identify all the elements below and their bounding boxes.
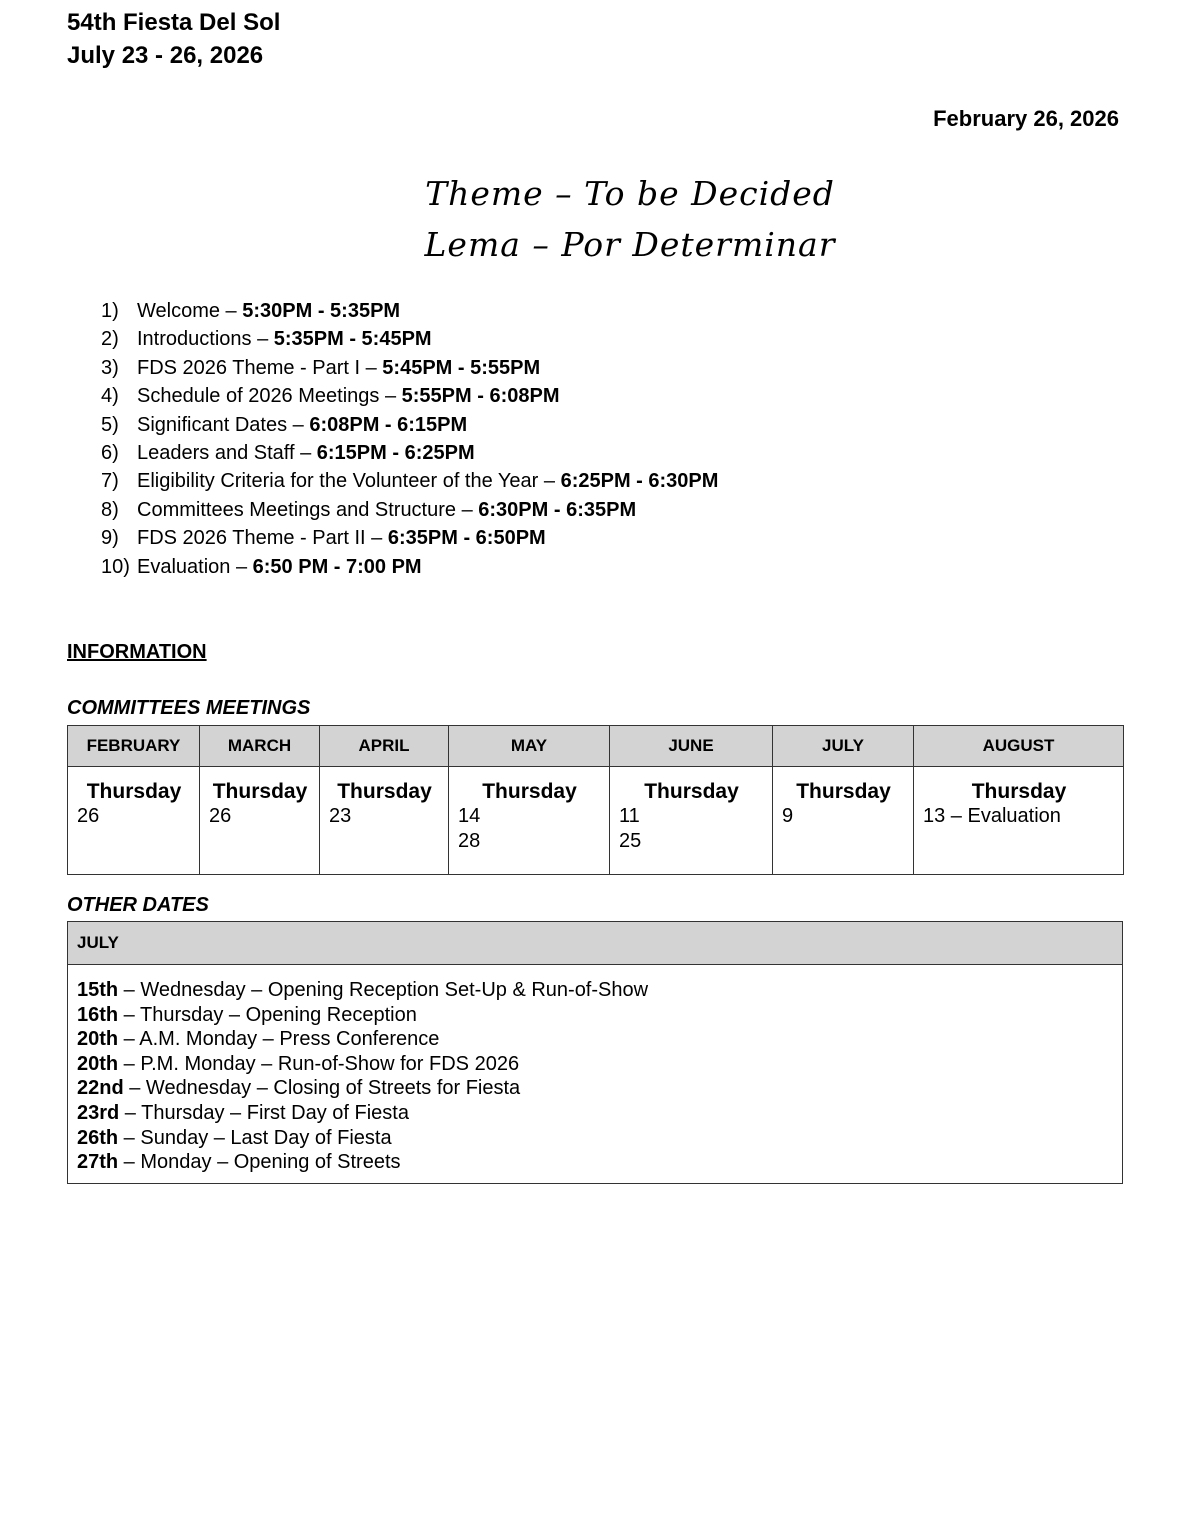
other-dates-heading: OTHER DATES — [67, 894, 209, 916]
table-header-row — [68, 922, 1123, 965]
agenda-item: 4) Schedule of 2026 Meetings – 5:55PM - 6:08PM — [101, 385, 560, 408]
other-dates-table — [67, 921, 1123, 1184]
meeting-cell: Thursday 26 — [68, 767, 200, 875]
list-item: 23rd – Thursday – First Day of Fiesta — [77, 1101, 409, 1124]
meeting-cell: Thursday 23 — [320, 767, 449, 875]
event-dates: July 23 - 26, 2026 — [67, 42, 264, 69]
agenda-item: 2) Introductions – 5:35PM - 5:45PM — [101, 328, 432, 351]
agenda-item: 7) Eligibility Criteria for the Volunteer of the Year – 6:25PM - 6:30PM — [101, 470, 719, 493]
month-header: JUNE — [610, 726, 773, 767]
information-heading: INFORMATION — [67, 641, 207, 663]
agenda-item: 6) Leaders and Staff – 6:15PM - 6:25PM — [101, 441, 475, 464]
agenda-item: 9) FDS 2026 Theme - Part II – 6:35PM - 6:50PM — [101, 527, 546, 550]
theme-line-english: Theme – To be Decided — [425, 174, 835, 213]
agenda-item: 5) Significant Dates – 6:08PM - 6:15PM — [101, 413, 468, 436]
committees-meetings-heading: COMMITTEES MEETINGS — [67, 697, 311, 719]
list-item: 15th – Wednesday – Opening Reception Set-Up & Run-of-Show — [77, 979, 649, 1001]
meeting-cell: Thursday 14 28 — [449, 767, 610, 875]
meeting-cell: Thursday 9 — [773, 767, 914, 875]
list-item: 27th – Monday – Opening of Streets — [77, 1151, 401, 1174]
agenda-list — [101, 297, 718, 581]
agenda-item: 10) Evaluation – 6:50 PM - 7:00 PM — [101, 555, 422, 578]
agenda-item: 3) FDS 2026 Theme - Part I – 5:45PM - 5:55PM — [101, 356, 541, 379]
committees-meetings-table — [67, 725, 1124, 875]
list-item: 22nd – Wednesday – Closing of Streets for Fiesta — [77, 1077, 521, 1100]
event-title — [67, 6, 280, 72]
month-header: APRIL — [320, 726, 449, 767]
month-header: JULY — [773, 726, 914, 767]
month-header: AUGUST — [914, 726, 1124, 767]
list-item: 16th – Thursday – Opening Reception — [77, 1003, 417, 1026]
other-dates-cell — [68, 965, 1123, 1184]
event-name: 54th Fiesta Del Sol — [67, 9, 281, 36]
agenda-item: 8) Committees Meetings and Structure – 6:30PM - 6:35PM — [101, 498, 637, 521]
list-item: 20th – P.M. Monday – Run-of-Show for FDS 2026 — [77, 1052, 520, 1075]
month-header: MAY — [449, 726, 610, 767]
list-item: 26th – Sunday – Last Day of Fiesta — [77, 1126, 392, 1149]
theme-line-spanish: Lema – Por Determinar — [424, 225, 836, 264]
document-date: February 26, 2026 — [933, 106, 1119, 131]
table-row — [68, 767, 1124, 875]
list-item: 20th – A.M. Monday – Press Conference — [77, 1028, 440, 1051]
month-header: FEBRUARY — [68, 726, 200, 767]
table-row — [68, 965, 1123, 1184]
month-header: JULY — [68, 922, 1123, 965]
meeting-cell: Thursday 11 25 — [610, 767, 773, 875]
agenda-item: 1) Welcome – 5:30PM - 5:35PM — [101, 300, 401, 322]
month-header: MARCH — [200, 726, 320, 767]
table-header-row — [68, 726, 1124, 767]
meeting-cell: Thursday 13 – Evaluation — [914, 767, 1124, 875]
meeting-cell: Thursday 26 — [200, 767, 320, 875]
